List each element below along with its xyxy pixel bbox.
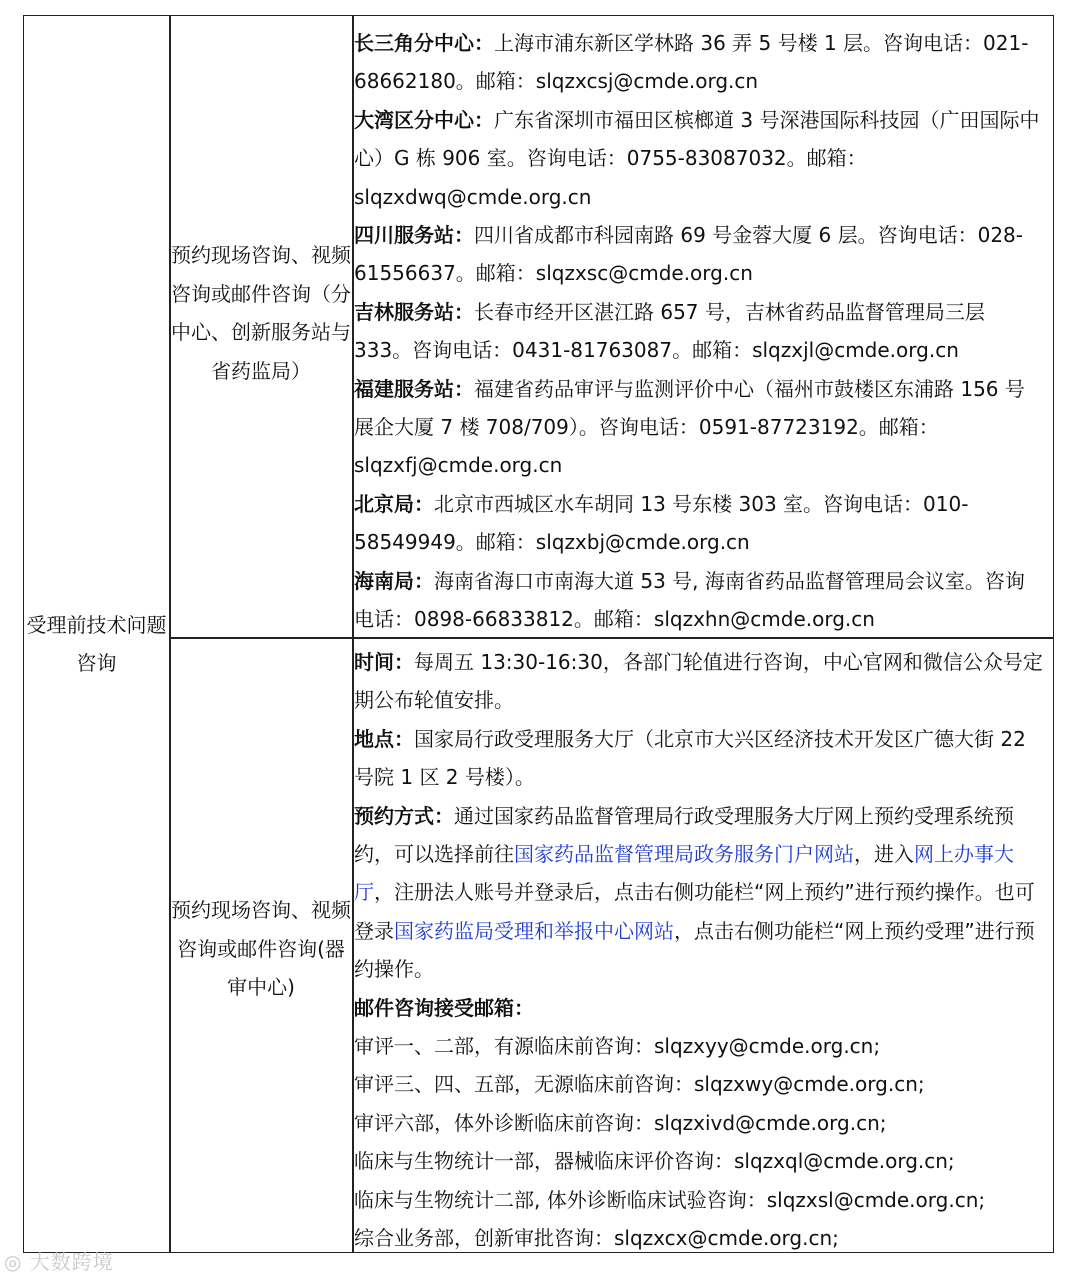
place-text: 国家局行政受理服务大厅（北京市大兴区经济技术开发区广德大街 22 号院 1 区 2 号楼）。 — [354, 726, 1026, 790]
center-text: 四川省成都市科园南路 69 号金蓉大厦 6 层。咨询电话：028-61556637。邮箱：slqzxsc@cmde.org.cn — [354, 223, 1023, 286]
center-entry — [354, 216, 1044, 293]
center-text: 北京市西城区水车胡同 13 号东楼 303 室。咨询电话：010-58549949。邮箱：slqzxbj@cmde.org.cn — [354, 491, 969, 555]
time-label: 时间： — [354, 650, 414, 674]
center-name: 北京局： — [354, 491, 434, 516]
method-text: ，进入 — [854, 842, 914, 867]
sub-header-bottom: 预约现场咨询、视频咨询或邮件咨询(器审中心) — [171, 898, 351, 999]
center-text: 长春市经开区湛江路 657 号，吉林省药品监督管理局三层 333。咨询电话：0431-81763087。邮箱：slqzxjl@cmde.org.cn — [354, 299, 985, 363]
center-text: 上海市浦东新区学林路 36 弄 5 号楼 1 层。咨询电话：021-68662180。邮箱：slqzxcsj@cmde.org.cn — [354, 31, 1029, 94]
method-text: ，注册法人账号并登录后，点击右侧功能栏“网上预约”进行预约操作。也可登录 — [354, 880, 1035, 943]
center-name: 长三角分中心： — [354, 31, 494, 55]
center-text: 广东省深圳市福田区槟榔道 3 号深港国际科技园（广田国际中心）G 栋 906 室。咨询电话：0755-83087032。邮箱：slqzxdwq@cmde.org.cn — [354, 107, 1040, 209]
place-line — [354, 720, 1044, 797]
place-label: 地点： — [354, 726, 414, 751]
email-line: 审评六部，体外诊断临床前咨询：slqzxivd@cmde.org.cn; — [354, 1110, 887, 1135]
method-line — [354, 797, 1044, 989]
center-entry — [354, 293, 1044, 370]
nmpa-portal-link[interactable]: 国家药品监督管理局政务服务门户网站 — [514, 842, 854, 867]
center-entry — [354, 101, 1044, 216]
center-name: 四川服务站： — [354, 223, 474, 248]
email-line: 综合业务部，创新审批咨询：slqzxcx@cmde.org.cn; — [354, 1226, 839, 1251]
time-text: 每周五 13:30-16:30，各部门轮值进行咨询，中心官网和微信公众号定期公布轮值安排。 — [354, 650, 1043, 713]
center-text: 海南省海口市南海大道 53 号, 海南省药品监督管理局会议室。咨询电话：0898-66833812。邮箱：slqzxhn@cmde.org.cn — [354, 568, 1025, 632]
center-entry — [354, 24, 1044, 101]
method-text: 通过国家药品监督管理局行政受理服务大厅网上预约受理系统预约，可以选择前往 — [354, 803, 1014, 867]
method-text: ，点击右侧功能栏“网上预约受理”进行预约操作。 — [354, 918, 1035, 982]
email-line: 临床与生物统计一部，器械临床评价咨询：slqzxql@cmde.org.cn; — [354, 1149, 955, 1174]
consultation-table — [23, 15, 1054, 1253]
method-label: 预约方式： — [354, 803, 454, 828]
center-name: 海南局： — [354, 568, 434, 593]
online-hall-link[interactable]: 网上办事大厅 — [354, 842, 1014, 905]
email-label: 邮件咨询接受邮箱： — [354, 995, 534, 1020]
sub-header-top: 预约现场咨询、视频咨询或邮件咨询（分中心、创新服务站与省药监局） — [171, 243, 351, 383]
time-line — [354, 643, 1044, 720]
watermark-text: 大数跨境 — [29, 1250, 114, 1274]
row-header: 受理前技术问题咨询 — [26, 613, 167, 675]
center-name: 大湾区分中心： — [354, 107, 494, 132]
email-line: 审评一、二部，有源临床前咨询：slqzxyy@cmde.org.cn; — [354, 1034, 881, 1059]
center-entry — [354, 562, 1044, 639]
review-center-cell — [354, 643, 1044, 1258]
watermark-icon: ◎ — [4, 1250, 30, 1274]
center-name: 福建服务站： — [354, 376, 474, 401]
centers-cell — [354, 24, 1044, 639]
email-line: 临床与生物统计二部, 体外诊断临床试验咨询：slqzxsl@cmde.org.cn; — [354, 1187, 986, 1212]
center-entry — [354, 485, 1044, 562]
email-line: 审评三、四、五部，无源临床前咨询：slqzxwy@cmde.org.cn; — [354, 1072, 925, 1097]
center-text: 福建省药品审评与监测评价中心（福州市鼓楼区东浦路 156 号展企大厦 7 楼 708/709）。咨询电话：0591-87723192。邮箱：slqzxfj@cmde.org.cn — [354, 376, 1025, 478]
complaint-center-link[interactable]: 国家药监局受理和举报中心网站 — [394, 918, 674, 943]
center-name: 吉林服务站： — [354, 299, 474, 324]
column-divider-1 — [169, 16, 171, 1252]
center-entry — [354, 370, 1044, 485]
watermark — [4, 1246, 114, 1275]
